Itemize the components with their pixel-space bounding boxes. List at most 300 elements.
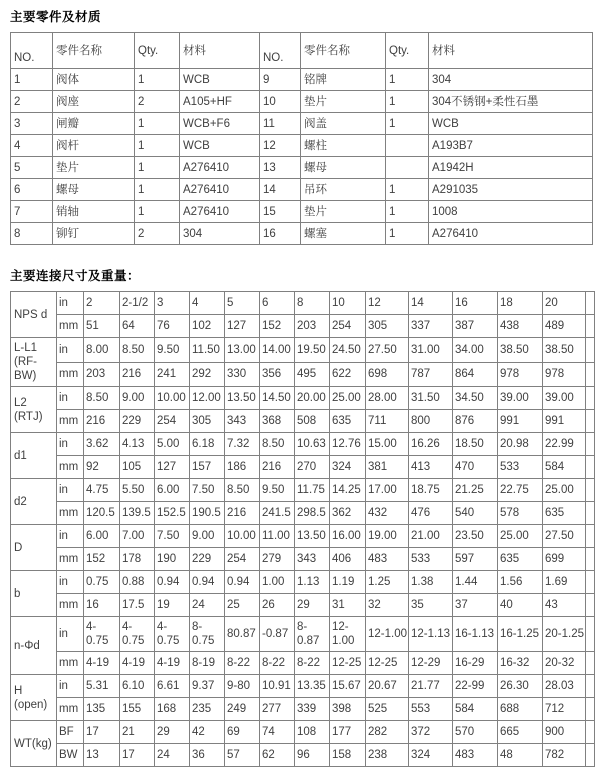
- dims-cell: 96: [295, 744, 330, 767]
- dims-empty-cell: [586, 456, 595, 479]
- parts-cell: 1: [386, 201, 429, 223]
- parts-cell: 1: [135, 69, 180, 91]
- dims-cell: 3.62: [84, 433, 120, 456]
- parts-cell: 12: [260, 135, 301, 157]
- dims-cell: 553: [409, 698, 453, 721]
- dims-cell: 12.00: [190, 387, 225, 410]
- dims-unit-cell: mm: [57, 652, 84, 675]
- dims-cell: 4-0.75: [84, 617, 120, 652]
- parts-cell: A276410: [429, 223, 593, 245]
- dims-cell: 11.75: [295, 479, 330, 502]
- dims-cell: 178: [120, 548, 155, 571]
- dims-cell: 48: [498, 744, 543, 767]
- dims-cell: 1.69: [543, 571, 586, 594]
- parts-cell: 垫片: [301, 91, 386, 113]
- parts-table-row: [11, 157, 593, 179]
- parts-cell: A276410: [180, 201, 260, 223]
- dims-cell: 254: [330, 315, 366, 338]
- parts-table-row: [11, 201, 593, 223]
- dims-empty-cell: [586, 744, 595, 767]
- dims-cell: 324: [409, 744, 453, 767]
- dims-unit-cell: BW: [57, 744, 84, 767]
- dims-unit-cell: in: [57, 338, 84, 363]
- parts-cell: 5: [11, 157, 53, 179]
- dims-cell: 15.67: [330, 675, 366, 698]
- dims-cell: 127: [225, 315, 260, 338]
- dims-cell: 39.00: [498, 387, 543, 410]
- dims-cell: 8-22: [225, 652, 260, 675]
- dims-cell: 57: [225, 744, 260, 767]
- dims-cell: 12-25: [366, 652, 409, 675]
- dims-cell: 8.50: [260, 433, 295, 456]
- dims-cell: 305: [366, 315, 409, 338]
- dims-cell: 14.50: [260, 387, 295, 410]
- dims-cell: 438: [498, 315, 543, 338]
- dims-cell: 18.50: [453, 433, 498, 456]
- dims-cell: 356: [260, 362, 295, 387]
- dims-cell: 864: [453, 362, 498, 387]
- dims-table-row: [11, 652, 595, 675]
- dims-cell: 22.75: [498, 479, 543, 502]
- parts-cell: 1: [386, 113, 429, 135]
- dims-cell: 398: [330, 698, 366, 721]
- dims-cell: 20.00: [295, 387, 330, 410]
- dims-cell: 665: [498, 721, 543, 744]
- parts-cell: A291035: [429, 179, 593, 201]
- dims-cell: 10: [330, 292, 366, 315]
- dims-cell: 16.26: [409, 433, 453, 456]
- dims-cell: 24: [155, 744, 190, 767]
- dims-cell: 7.50: [155, 525, 190, 548]
- parts-cell: 304: [429, 69, 593, 91]
- dims-cell: 120.5: [84, 502, 120, 525]
- dims-cell: 64: [120, 315, 155, 338]
- dims-cell: 241.5: [260, 502, 295, 525]
- dims-table-row: [11, 698, 595, 721]
- dims-row-label: n-Φd: [11, 617, 57, 675]
- dims-cell: 62: [260, 744, 295, 767]
- dims-cell: 339: [295, 698, 330, 721]
- dims-cell: 69: [225, 721, 260, 744]
- dims-cell: 8.50: [225, 479, 260, 502]
- dims-cell: 22-99: [453, 675, 498, 698]
- dims-table-row: [11, 744, 595, 767]
- parts-cell: 阀盖: [301, 113, 386, 135]
- parts-table-row: [11, 91, 593, 113]
- dims-cell: 14.25: [330, 479, 366, 502]
- dims-cell: 190.5: [190, 502, 225, 525]
- dims-unit-cell: mm: [57, 410, 84, 433]
- dims-cell: 4-19: [120, 652, 155, 675]
- dims-cell: 18.75: [409, 479, 453, 502]
- dims-cell: 489: [543, 315, 586, 338]
- dims-cell: 9.50: [260, 479, 295, 502]
- parts-cell: 铭牌: [301, 69, 386, 91]
- dims-cell: 20.98: [498, 433, 543, 456]
- dims-row-label: L2 (RTJ): [11, 387, 57, 433]
- parts-cell: 吊环: [301, 179, 386, 201]
- parts-table-title: 主要零件及材质: [10, 10, 102, 24]
- dims-cell: 387: [453, 315, 498, 338]
- parts-cell: 1: [135, 201, 180, 223]
- dims-cell: 508: [295, 410, 330, 433]
- dims-cell: 584: [453, 698, 498, 721]
- dims-cell: 787: [409, 362, 453, 387]
- dims-unit-cell: in: [57, 617, 84, 652]
- dims-cell: 21.77: [409, 675, 453, 698]
- dims-cell: 0.88: [120, 571, 155, 594]
- dims-cell: 35: [409, 594, 453, 617]
- dims-cell: 20.67: [366, 675, 409, 698]
- parts-cell: 4: [11, 135, 53, 157]
- dims-cell: 533: [409, 548, 453, 571]
- dims-cell: 14: [409, 292, 453, 315]
- dims-table-row: [11, 548, 595, 571]
- dims-unit-cell: mm: [57, 456, 84, 479]
- dims-cell: 622: [330, 362, 366, 387]
- dims-cell: 413: [409, 456, 453, 479]
- dims-cell: 1.38: [409, 571, 453, 594]
- dims-unit-cell: in: [57, 292, 84, 315]
- dims-cell: 34.50: [453, 387, 498, 410]
- parts-table-row: [11, 135, 593, 157]
- parts-cell: 304: [180, 223, 260, 245]
- dims-cell: 8.00: [84, 338, 120, 363]
- parts-cell: 垫片: [301, 201, 386, 223]
- dims-cell: 26: [260, 594, 295, 617]
- dims-cell: 1.56: [498, 571, 543, 594]
- parts-cell: 13: [260, 157, 301, 179]
- dims-cell: 21: [120, 721, 155, 744]
- dims-row-label: b: [11, 571, 57, 617]
- dims-unit-cell: in: [57, 675, 84, 698]
- dims-cell: 249: [225, 698, 260, 721]
- dims-empty-cell: [586, 410, 595, 433]
- dims-cell: 31.00: [409, 338, 453, 363]
- dims-cell: 25.00: [330, 387, 366, 410]
- parts-cell: 1: [386, 69, 429, 91]
- dims-cell: 800: [409, 410, 453, 433]
- dims-cell: 362: [330, 502, 366, 525]
- dims-empty-cell: [586, 548, 595, 571]
- parts-cell: 15: [260, 201, 301, 223]
- dims-cell: 343: [225, 410, 260, 433]
- dims-table-row: [11, 721, 595, 744]
- dims-cell: 406: [330, 548, 366, 571]
- dims-cell: 0.94: [190, 571, 225, 594]
- dims-cell: 1.13: [295, 571, 330, 594]
- dims-empty-cell: [586, 721, 595, 744]
- dims-cell: 635: [543, 502, 586, 525]
- dims-unit-cell: mm: [57, 362, 84, 387]
- dims-empty-cell: [586, 292, 595, 315]
- dims-cell: 40: [498, 594, 543, 617]
- dims-cell: 216: [84, 410, 120, 433]
- dims-unit-cell: mm: [57, 594, 84, 617]
- dims-cell: 0.94: [155, 571, 190, 594]
- dims-table: [10, 291, 595, 767]
- dims-cell: 216: [225, 502, 260, 525]
- dims-cell: 4-19: [155, 652, 190, 675]
- dims-cell: 1.19: [330, 571, 366, 594]
- dims-cell: 7.50: [190, 479, 225, 502]
- dims-cell: 4.13: [120, 433, 155, 456]
- dims-cell: 688: [498, 698, 543, 721]
- dims-cell: 28.03: [543, 675, 586, 698]
- dims-cell: 17: [120, 744, 155, 767]
- dims-empty-cell: [586, 652, 595, 675]
- dims-row-label: L-L1 (RF-BW): [11, 338, 57, 387]
- parts-cell: 螺母: [53, 179, 135, 201]
- dims-cell: 92: [84, 456, 120, 479]
- dims-cell: 292: [190, 362, 225, 387]
- dims-table-title: 主要连接尺寸及重量：: [10, 269, 141, 283]
- parts-table-body: [11, 69, 593, 245]
- dims-cell: 23.50: [453, 525, 498, 548]
- dims-cell: 152: [84, 548, 120, 571]
- dims-cell: 6.00: [155, 479, 190, 502]
- dims-cell: 19.50: [295, 338, 330, 363]
- parts-cell: 闸瓣: [53, 113, 135, 135]
- dims-cell: 16: [453, 292, 498, 315]
- dims-table-row: [11, 362, 595, 387]
- dims-cell: 203: [295, 315, 330, 338]
- dims-row-label: H (open): [11, 675, 57, 721]
- dims-cell: 584: [543, 456, 586, 479]
- dims-cell: 190: [155, 548, 190, 571]
- dims-cell: 900: [543, 721, 586, 744]
- dims-unit-cell: in: [57, 479, 84, 502]
- parts-cell: 1: [11, 69, 53, 91]
- dims-cell: 15.00: [366, 433, 409, 456]
- dims-cell: 24.50: [330, 338, 366, 363]
- dims-cell: 16-32: [498, 652, 543, 675]
- dims-cell: 8-0.75: [190, 617, 225, 652]
- dims-cell: 235: [190, 698, 225, 721]
- parts-cell: 2: [135, 91, 180, 113]
- dims-cell: 270: [295, 456, 330, 479]
- dims-cell: 0.94: [225, 571, 260, 594]
- dims-cell: 20-32: [543, 652, 586, 675]
- parts-cell: 阀杆: [53, 135, 135, 157]
- dims-unit-cell: in: [57, 525, 84, 548]
- dims-cell: 16.00: [330, 525, 366, 548]
- dims-cell: 229: [120, 410, 155, 433]
- parts-cell: WCB: [429, 113, 593, 135]
- dims-cell: 1.25: [366, 571, 409, 594]
- dims-cell: 330: [225, 362, 260, 387]
- dims-cell: 570: [453, 721, 498, 744]
- dims-unit-cell: mm: [57, 315, 84, 338]
- dims-table-body: [11, 292, 595, 767]
- dims-cell: 29: [295, 594, 330, 617]
- dims-unit-cell: in: [57, 571, 84, 594]
- dims-table-row: [11, 479, 595, 502]
- dims-cell: 991: [498, 410, 543, 433]
- dims-table-row: [11, 571, 595, 594]
- dims-table-row: [11, 338, 595, 363]
- dims-cell: 4-19: [84, 652, 120, 675]
- dims-table-row: [11, 292, 595, 315]
- parts-cell: WCB: [180, 69, 260, 91]
- dims-cell: 12.76: [330, 433, 366, 456]
- dims-empty-cell: [586, 362, 595, 387]
- dims-empty-cell: [586, 315, 595, 338]
- dims-cell: 698: [366, 362, 409, 387]
- dims-cell: 343: [295, 548, 330, 571]
- dims-unit-cell: mm: [57, 548, 84, 571]
- dims-cell: 13: [84, 744, 120, 767]
- dims-cell: 16-1.13: [453, 617, 498, 652]
- dims-row-label: D: [11, 525, 57, 571]
- dims-cell: 38.50: [543, 338, 586, 363]
- dims-cell: 6.61: [155, 675, 190, 698]
- dims-cell: 3: [155, 292, 190, 315]
- dims-cell: 29: [155, 721, 190, 744]
- dims-cell: 324: [330, 456, 366, 479]
- dims-cell: 17.5: [120, 594, 155, 617]
- dims-empty-cell: [586, 387, 595, 410]
- dims-empty-cell: [586, 502, 595, 525]
- dims-empty-cell: [586, 698, 595, 721]
- parts-table-header: [11, 33, 593, 69]
- dims-cell: 533: [498, 456, 543, 479]
- dims-table-row: [11, 315, 595, 338]
- dims-cell: 13.50: [225, 387, 260, 410]
- dims-cell: 0.75: [84, 571, 120, 594]
- parts-cell: 1: [386, 179, 429, 201]
- dims-cell: 11.50: [190, 338, 225, 363]
- dims-cell: 19.00: [366, 525, 409, 548]
- dims-cell: 26.30: [498, 675, 543, 698]
- parts-cell: [386, 157, 429, 179]
- dims-cell: 18: [498, 292, 543, 315]
- dims-table-row: [11, 433, 595, 456]
- dims-empty-cell: [586, 338, 595, 363]
- dims-cell: 16-29: [453, 652, 498, 675]
- parts-cell: 2: [11, 91, 53, 113]
- dims-cell: 12-1.00: [330, 617, 366, 652]
- dims-cell: 12-1.00: [366, 617, 409, 652]
- dims-table-row: [11, 456, 595, 479]
- parts-cell: 1: [135, 135, 180, 157]
- dims-cell: 372: [409, 721, 453, 744]
- dims-cell: 8-22: [260, 652, 295, 675]
- dims-cell: 152.5: [155, 502, 190, 525]
- dims-cell: 10.00: [225, 525, 260, 548]
- dims-empty-cell: [586, 479, 595, 502]
- dims-cell: 7.32: [225, 433, 260, 456]
- dims-cell: 978: [543, 362, 586, 387]
- parts-cell: 16: [260, 223, 301, 245]
- parts-cell: 2: [135, 223, 180, 245]
- dims-cell: 13.50: [295, 525, 330, 548]
- dims-cell: 238: [366, 744, 409, 767]
- dims-cell: 2-1/2: [120, 292, 155, 315]
- dims-cell: 9-80: [225, 675, 260, 698]
- parts-cell: 9: [260, 69, 301, 91]
- dims-cell: 229: [190, 548, 225, 571]
- dims-cell: 635: [330, 410, 366, 433]
- dims-cell: 9.00: [120, 387, 155, 410]
- dims-cell: 6: [260, 292, 295, 315]
- parts-cell: 1: [386, 91, 429, 113]
- parts-cell: 11: [260, 113, 301, 135]
- dims-cell: 6.00: [84, 525, 120, 548]
- parts-cell: WCB+F6: [180, 113, 260, 135]
- dims-cell: 20-1.25: [543, 617, 586, 652]
- dims-table-row: [11, 594, 595, 617]
- dims-cell: 5.00: [155, 433, 190, 456]
- dims-cell: 282: [366, 721, 409, 744]
- dims-cell: 155: [120, 698, 155, 721]
- dims-cell: 578: [498, 502, 543, 525]
- parts-table-row: [11, 179, 593, 201]
- dims-cell: 432: [366, 502, 409, 525]
- dims-cell: 254: [225, 548, 260, 571]
- parts-cell: 3: [11, 113, 53, 135]
- dims-cell: 25: [225, 594, 260, 617]
- dims-cell: 782: [543, 744, 586, 767]
- dims-cell: 470: [453, 456, 498, 479]
- dims-cell: 42: [190, 721, 225, 744]
- dims-cell: 216: [260, 456, 295, 479]
- dims-cell: 712: [543, 698, 586, 721]
- dims-cell: 10.91: [260, 675, 295, 698]
- dims-cell: 5.31: [84, 675, 120, 698]
- dims-cell: 5.50: [120, 479, 155, 502]
- parts-cell: 14: [260, 179, 301, 201]
- dims-cell: 525: [366, 698, 409, 721]
- dims-cell: 597: [453, 548, 498, 571]
- dims-table-row: [11, 675, 595, 698]
- parts-header-cell: Qty.: [386, 33, 429, 69]
- dims-unit-cell: BF: [57, 721, 84, 744]
- dims-cell: 9.37: [190, 675, 225, 698]
- dims-cell: 177: [330, 721, 366, 744]
- dims-cell: 8-0.87: [295, 617, 330, 652]
- parts-cell: 7: [11, 201, 53, 223]
- dims-cell: 12-25: [330, 652, 366, 675]
- dims-cell: 135: [84, 698, 120, 721]
- parts-cell: A105+HF: [180, 91, 260, 113]
- dims-cell: 241: [155, 362, 190, 387]
- dims-cell: 34.00: [453, 338, 498, 363]
- parts-cell: 1: [135, 113, 180, 135]
- dims-cell: 1.44: [453, 571, 498, 594]
- dims-cell: 10.63: [295, 433, 330, 456]
- dims-cell: 4: [190, 292, 225, 315]
- parts-header-cell: NO.: [260, 33, 301, 69]
- dims-cell: 9.00: [190, 525, 225, 548]
- dims-empty-cell: [586, 433, 595, 456]
- dims-cell: 7.00: [120, 525, 155, 548]
- dims-cell: 8-22: [295, 652, 330, 675]
- dims-cell: 254: [155, 410, 190, 433]
- parts-cell: 螺柱: [301, 135, 386, 157]
- dims-cell: 31.50: [409, 387, 453, 410]
- dims-cell: 27.50: [366, 338, 409, 363]
- dims-table-row: [11, 617, 595, 652]
- dims-row-label: NPS d: [11, 292, 57, 338]
- dims-cell: 216: [120, 362, 155, 387]
- dims-cell: 37: [453, 594, 498, 617]
- parts-table: [10, 32, 593, 245]
- dims-empty-cell: [586, 617, 595, 652]
- parts-cell: A193B7: [429, 135, 593, 157]
- dims-cell: 17.00: [366, 479, 409, 502]
- dims-cell: 36: [190, 744, 225, 767]
